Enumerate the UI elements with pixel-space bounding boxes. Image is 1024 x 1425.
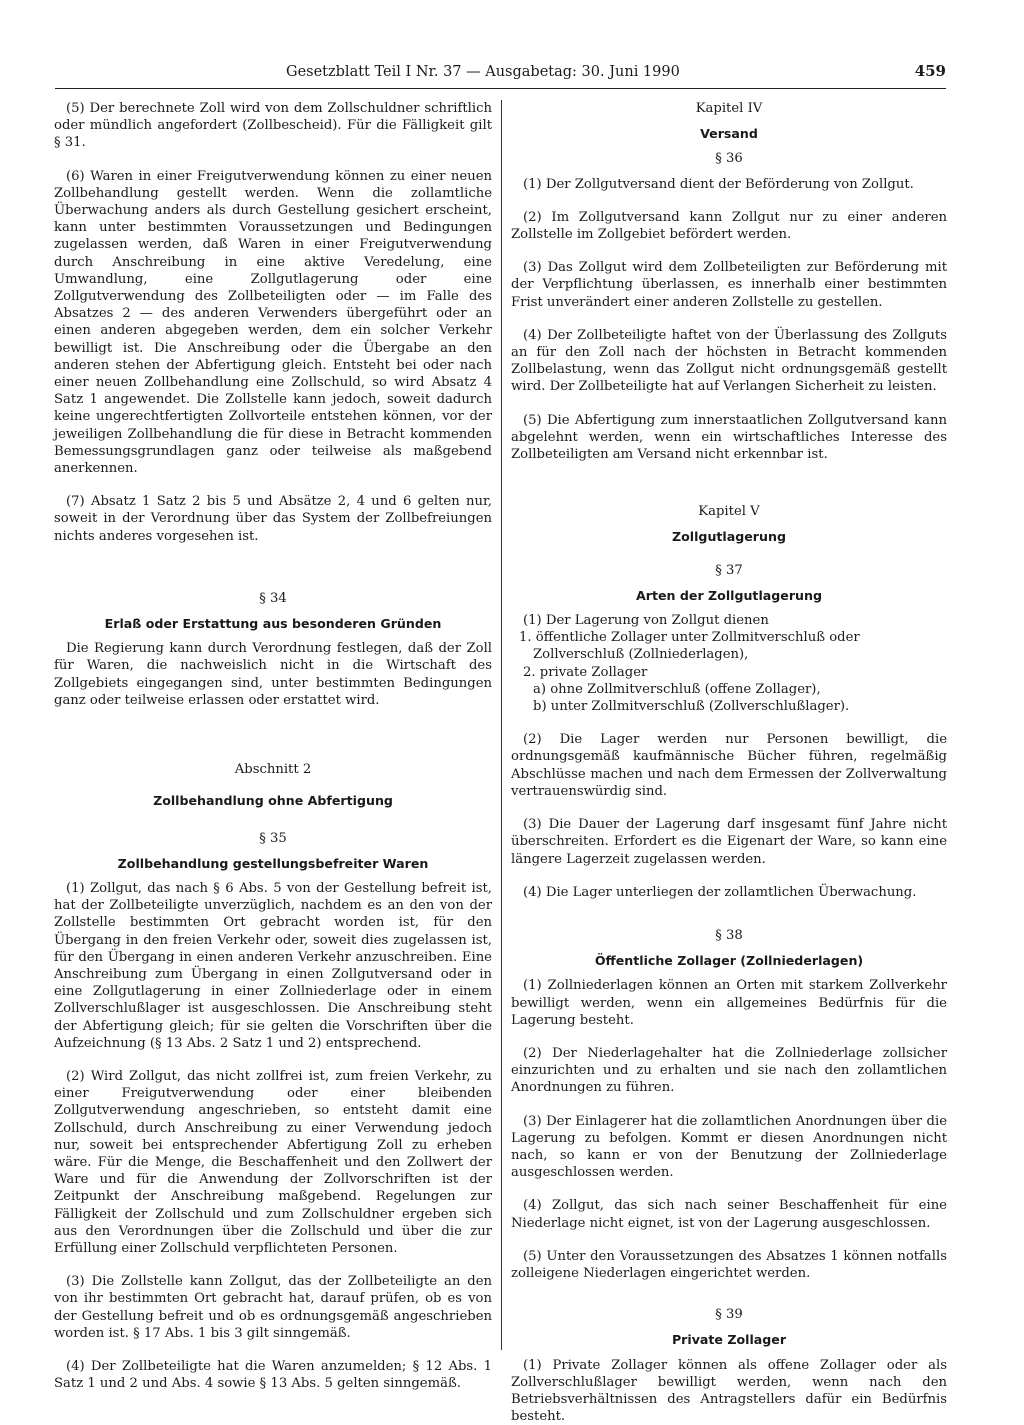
section-38-4: (4) Zollgut, das sich nach seiner Beschaffenheit für eine Niederlage nicht eignet, ist von der Lagerung ausgeschlossen. [511, 1198, 947, 1231]
left-column [54, 100, 492, 1392]
section-39-title: Private Zollager [671, 1332, 787, 1348]
section-38-3: (3) Der Einlagerer hat die zollamtlichen Anordnungen über die Lagerung zu befolgen. Kommt er diesen Anordnungen nicht nach, so kann er von der Benutzung der Zollniederlage ausgeschlossen werden. [511, 1113, 947, 1181]
section-38-5: (5) Unter den Voraussetzungen des Absatzes 1 können notfalls zolleigene Niederlagen eingerichtet werden. [511, 1248, 947, 1281]
section-37-title: Arten der Zollgutlagerung [636, 587, 822, 603]
section-38-title: Öffentliche Zollager (Zollniederlagen) [594, 953, 864, 969]
section-39-number: § 39 [715, 1307, 743, 1323]
kapitel-4-title: Versand [700, 126, 758, 142]
section-38-2: (2) Der Niederlagehalter hat die Zollniederlage zollsicher einzurichten und zu erhalten und sie nach den zollamtlichen Anordnungen zu führen. [511, 1045, 947, 1096]
section-39-1: (1) Private Zollager können als offene Zollager oder als Zollverschlußlager bewilligt werden, wenn nach den Betriebsverhältnissen des Antragstellers dafür ein Bedürfnis besteht. [511, 1357, 947, 1425]
paragraph-33-6: (6) Waren in einer Freigutverwendung können zu einer neuen Zollbehandlung gestellt werden. Wenn die zollamtliche Überwachung anders als durch Gestellung gesichert erscheint, kann unter bestimmten Voraussetzungen und Bedingungen zugelassen werden, daß Waren in einer Freigutverwendung durch Anschreibung in eine aktive Veredelung, eine Umwandlung, eine Zollgutlagerung oder eine Zollgutverwendung des Zollbeteiligten oder — im Falle des Absatzes 2 — des anderen Verwenders übergeführt oder an einen anderen abgegeben werden, dem ein solcher Verkehr bewilligt ist. Die Anschreibung oder die Übergabe an den anderen stehen der Abfertigung gleich. Entsteht bei oder nach einer neuen Zollbehandlung eine Zollschuld, so wird Absatz 4 Satz 1 angewendet. Die Zollstelle kann jedoch, soweit dadurch keine ungerechtfertigten Zollvorteile entstehen können, vor der jeweiligen Zollbehandlung die für diese in Betracht kommenden Bemessungsgrundlagen ganz oder teilweise als maßgebend anerkennen. [54, 168, 492, 477]
section-37-1-item-2a: a) ohne Zollmitverschluß (offene Zollager), [533, 681, 821, 697]
kapitel-5-label: Kapitel V [698, 504, 760, 520]
paragraph-33-5: (5) Der berechnete Zoll wird von dem Zollschuldner schriftlich oder mündlich angefordert (Zollbescheid). Für die Fälligkeit gilt § 31. [54, 101, 492, 151]
section-36-3: (3) Das Zollgut wird dem Zollbeteiligten zur Beförderung mit der Verpflichtung überlassen, es innerhalb einer bestimmten Frist unverändert einer anderen Zollstelle zu gestellen. [511, 260, 947, 310]
section-35-1: (1) Zollgut, das nach § 6 Abs. 5 von der Gestellung befreit ist, hat der Zollbeteiligte unverzüglich, nachdem es an den von der Zollstelle bestimmten Ort gebracht worden ist, für den Übergang in den freien Verkehr oder, soweit dies zugelassen ist, für den Übergang in einen anderen Verkehr anzuschreiben. Eine Anschreibung zum Übergang in einen Zollgutversand oder in eine Zollgutlagerung in einer Zollniederlage oder in einem Zollverschlußlager ist ausgeschlossen. Die Anschreibung steht der Abfertigung gleich; für sie gelten die Vorschriften über die Aufzeichnung (§ 13 Abs. 2 Satz 1 und 2) entsprechend. [54, 880, 492, 1051]
section-37-3: (3) Die Dauer der Lagerung darf insgesamt fünf Jahre nicht überschreiten. Erfordert es die Eigenart der Ware, so kann eine längere Lagerzeit zugelassen werden. [511, 817, 947, 867]
section-36-5: (5) Die Abfertigung zum innerstaatlichen Zollgutversand kann abgelehnt werden, wenn ein wirtschaftliches Interesse des Zollbeteiligten am Versand nicht erkennbar ist. [511, 412, 947, 463]
abschnitt-title: Zollbehandlung ohne Abfertigung [153, 793, 393, 809]
section-37-1-item-1: 1. öffentliche Zollager unter Zollmitverschluß oder Zollverschluß (Zollniederlagen), [519, 630, 860, 663]
abschnitt-label: Abschnitt 2 [234, 762, 312, 778]
section-38-1: (1) Zollniederlagen können an Orten mit starkem Zollverkehr bewilligt werden, wenn ein allgemeines Bedürfnis für die Lagerung besteht. [511, 978, 947, 1028]
section-34-number: § 34 [259, 590, 287, 606]
section-35-number: § 35 [259, 830, 287, 846]
kapitel-5-title: Zollgutlagerung [672, 529, 786, 545]
section-35-2: (2) Wird Zollgut, das nicht zollfrei ist, zum freien Verkehr, zu einer Freigutverwendung oder einer bleibenden Zollgutverwendung angeschrieben, so entsteht damit eine Zollschuld, durch Anschreibung zu einer Verwendung jedoch nur, soweit bei entsprechender Abfertigung Zoll zu erheben wäre. Für die Menge, die Beschaffenheit und den Zollwert der Ware und für die Anwendung der Zollvorschriften ist der Zeitpunkt der Anschreibung maßgebend. Regelungen zur Fälligkeit der Zollschuld und zum Zollschuldner ergeben sich aus den Verordnungen über die Zollschuld und über die zur Erfüllung einer Zollschuld verpflichteten Personen. [54, 1068, 492, 1256]
running-title: Gesetzblatt Teil I Nr. 37 — Ausgabetag: 30. Juni 1990 [286, 64, 680, 80]
section-36-number: § 36 [715, 151, 743, 167]
section-38-number: § 38 [715, 927, 743, 943]
section-37-1-item-2b: b) unter Zollmitverschluß (Zollverschlußlager). [533, 699, 850, 715]
section-34-title: Erlaß oder Erstattung aus besonderen Gründen [104, 616, 442, 632]
kapitel-4-label: Kapitel IV [695, 101, 763, 116]
section-37-4: (4) Die Lager unterliegen der zollamtlichen Überwachung. [523, 884, 917, 900]
section-35-4: (4) Der Zollbeteiligte hat die Waren anzumelden; § 12 Abs. 1 Satz 1 und 2 und Abs. 4 sowie § 13 Abs. 5 gelten sinngemäß. [54, 1358, 492, 1392]
section-36-2: (2) Im Zollgutversand kann Zollgut nur zu einer anderen Zollstelle im Zollgebiet befördert werden. [511, 209, 947, 243]
section-35-3: (3) Die Zollstelle kann Zollgut, das der Zollbeteiligte an den von ihr bestimmten Ort gebracht hat, darauf prüfen, ob es von der Gestellung befreit und ob es ordnungsgemäß angeschrieben worden ist. § 17 Abs. 1 bis 3 gilt sinngemäß. [54, 1274, 492, 1341]
right-column [511, 100, 947, 1425]
section-37-2: (2) Die Lager werden nur Personen bewilligt, die ordnungsgemäß kaufmännische Bücher führen, regelmäßig Abschlüsse machen und nach dem Ermessen der Zollverwaltung vertrauenswürdig sind. [511, 732, 947, 799]
section-34-text: Die Regierung kann durch Verordnung festlegen, daß der Zoll für Waren, die nachweislich nicht in die Wirtschaft des Zollgebiets eingegangen sind, unter bestimmten Bedingungen ganz oder teilweise erlassen oder erstattet wird. [54, 641, 492, 708]
column-divider [501, 100, 502, 1350]
paragraph-33-7: (7) Absatz 1 Satz 2 bis 5 und Absätze 2, 4 und 6 gelten nur, soweit in der Verordnung über das System der Zollbefreiungen nichts anderes vorgesehen ist. [54, 494, 492, 544]
section-36-4: (4) Der Zollbeteiligte haftet von der Überlassung des Zollguts an für den Zoll nach der höchsten in Betracht kommenden Zollbelastung, wenn das Zollgut nicht ordnungsgemäß gestellt wird. Der Zollbeteiligte hat auf Verlangen Sicherheit zu leisten. [511, 327, 947, 395]
section-37-number: § 37 [715, 562, 743, 578]
page-number: 459 [914, 62, 946, 80]
section-35-title: Zollbehandlung gestellungsbefreiter Waren [117, 855, 429, 871]
page-header [55, 62, 946, 89]
section-36-1: (1) Der Zollgutversand dient der Beförderung von Zollgut. [523, 176, 914, 192]
section-37-1-item-2: 2. private Zollager [523, 664, 648, 680]
section-37-1: (1) Der Lagerung von Zollgut dienen [523, 613, 769, 629]
